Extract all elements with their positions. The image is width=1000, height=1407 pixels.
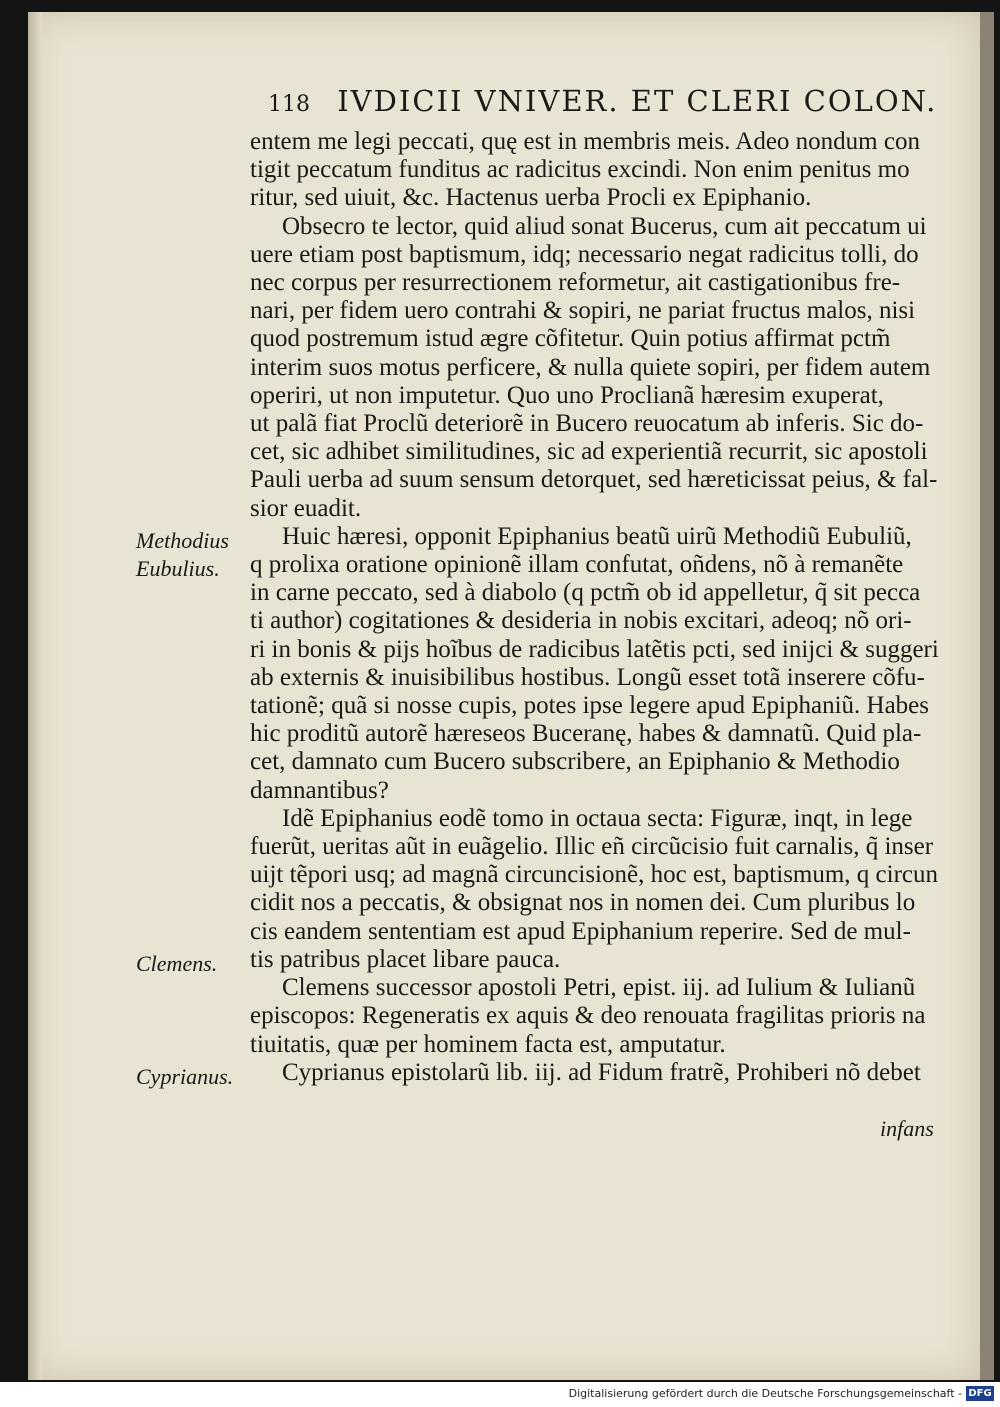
text-line: hic proditũ autorẽ hæreseos Buceranę, habes & damnatũ. Quid pla-: [250, 720, 922, 748]
text-line: cis eandem sententiam est apud Epiphanium reperire. Sed de mul-: [250, 917, 911, 945]
text-line: Huic hæresi, opponit Epiphanius beatũ uirũ Methodiũ Eubuliũ,: [282, 522, 912, 550]
marginal-note: Methodius: [136, 527, 229, 553]
text-line: tis patribus placet libare pauca.: [250, 945, 561, 973]
catchword: infans: [880, 1116, 934, 1141]
text-line: Idẽ Epiphanius eodẽ tomo in octaua secta: Figuræ, inqt, in lege: [282, 804, 913, 832]
text-line: uijt tẽpori usq; ad magnã circuncisionẽ, hoc est, baptismum, q circun: [250, 861, 939, 889]
text-line: Cyprianus epistolarũ lib. iij. ad Fidum fratrẽ, Prohiberi nõ debet: [282, 1058, 921, 1086]
text-line: ritur, sed uiuit, &c. Hactenus uerba Procli ex Epiphanio.: [250, 184, 812, 212]
text-line: fuerũt, ueritas aũt in euãgelio. Illic eñ circũcisio fuit carnalis, q̃ inser: [250, 833, 934, 861]
dfg-logo-icon: DFG: [966, 1386, 994, 1401]
text-line: ab externis & inuisibilibus hostibus. Longũ esset totã inserere cõfu-: [250, 663, 925, 691]
text-line: q prolixa oratione opinionẽ illam confutat, oñdens, nõ à remanẽte: [250, 551, 904, 579]
text-line: ri in bonis & pijs hoĩbus de radicibus latẽtis pcti, sed inijci & suggeri: [250, 635, 939, 663]
text-line: cet, sic adhibet similitudines, sic ad experientiã recurrit, sic apostoli: [250, 438, 928, 466]
digitization-footer: [0, 1382, 1000, 1407]
marginal-note: Cyprianus.: [136, 1063, 234, 1089]
page-gutter: [28, 12, 42, 1380]
running-head: [268, 84, 958, 118]
text-line: sior euadit.: [250, 494, 362, 522]
text-line: nari, per fidem uero contrahi & sopiri, ne pariat fructus malos, nisi: [250, 297, 916, 325]
text-line: tiuitatis, quæ per hominem facta est, amputatur.: [250, 1030, 726, 1058]
page-number: 118: [268, 92, 310, 117]
text-line: quod postremum istud ægre cõfitetur. Quin potius affirmat pctm̃: [250, 325, 891, 353]
text-line: operiri, ut non imputetur. Quo uno Proclianã hæresim exuperat,: [250, 381, 884, 409]
text-line: tigit peccatum funditus ac radicitus excindi. Non enim penitus mo: [250, 156, 910, 184]
text-line: entem me legi peccati, quę est in membris meis. Adeo nondum con: [250, 128, 920, 155]
funding-credit: Digitalisierung gefördert durch die Deutsche Forschungsgemeinschaft -: [568, 1387, 962, 1400]
text-line: episcopos: Regeneratis ex aquis & deo renouata fragilitas prioris na: [250, 1002, 926, 1030]
text-line: Clemens successor apostoli Petri, epist. iij. ad Iulium & Iulianũ: [282, 974, 916, 1002]
text-line: interim suos motus perficere, & nulla quiete sopiri, per fidem autem: [250, 353, 931, 381]
text-line: cidit nos a peccatis, & obsignat nos in nomen dei. Cum pluribus lo: [250, 889, 916, 917]
text-line: ti author) cogitationes & desideria in nobis excitari, adeoq; nõ ori-: [250, 607, 912, 635]
text-line: tationẽ; quã si nosse cupis, potes ipse legere apud Epiphaniũ. Habes: [250, 692, 930, 720]
marginal-note: Eubulius.: [136, 556, 220, 581]
text-line: nec corpus per resurrectionem reformetur, ait castigationibus fre-: [250, 269, 901, 297]
running-title: IVDICII VNIVER. ET CLERI COLON.: [337, 84, 938, 118]
text-line: damnantibus?: [250, 776, 389, 804]
text-line: Obsecro te lector, quid aliud sonat Bucerus, cum ait peccatum ui: [282, 212, 927, 240]
text-line: Pauli uerba ad suum sensum detorquet, sed hæreticissat peius, & fal-: [250, 466, 938, 494]
text-line: cet, damnato cum Bucero subscribere, an Epiphanio & Methodio: [250, 748, 900, 776]
marginal-note: Clemens.: [136, 950, 218, 976]
text-line: in carne peccato, sed à diabolo (q pctm̃ ob id appelletur, q̃ sit pecca: [250, 579, 921, 607]
body-text: [250, 128, 940, 1087]
text-line: uere etiam post baptismum, idq; necessario negat radicitus tolli, do: [250, 240, 919, 268]
text-line: ut palã fiat Proclũ deteriorẽ in Bucero reuocatum ab inferis. Sic do-: [250, 410, 924, 438]
